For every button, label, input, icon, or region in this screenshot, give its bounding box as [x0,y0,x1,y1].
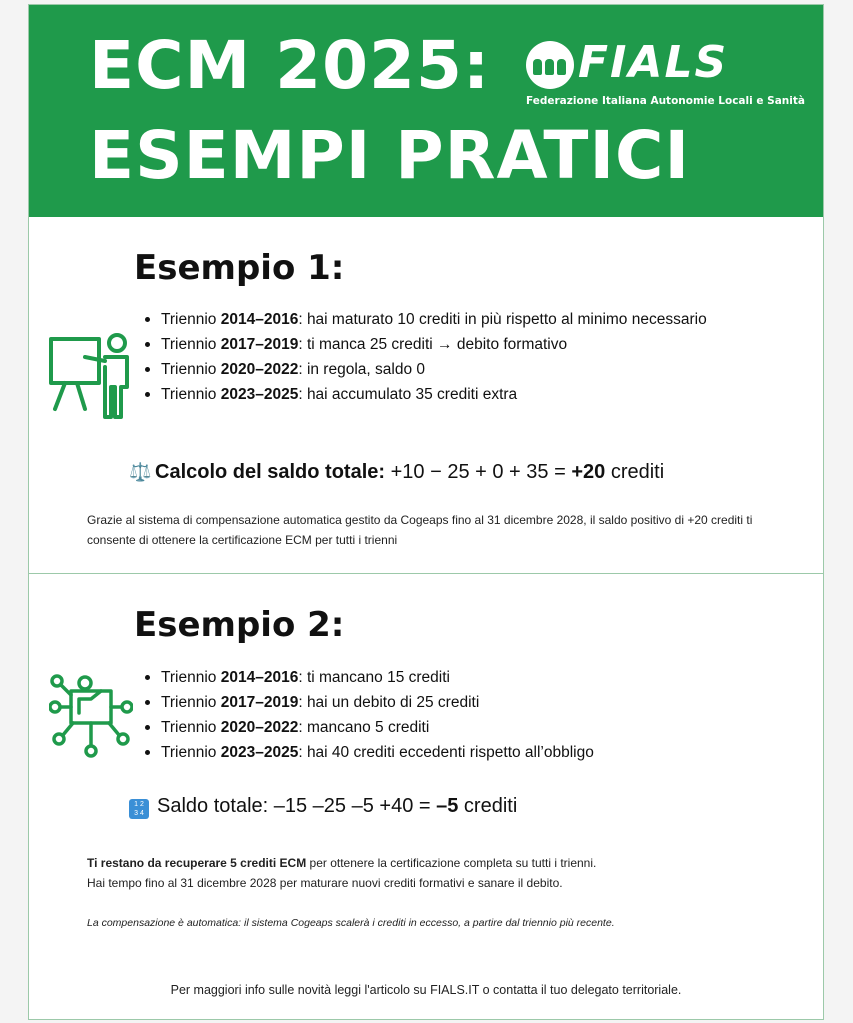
balance-scale-icon: ⚖️ [129,462,152,482]
example1-note: Grazie al sistema di compensazione automatica gestito da Cogeaps fino al 31 dicembre 2028, il saldo positivo di +20 crediti ti consente di ottenere la certificazione ECM per tutti i trienni [87,513,753,547]
example2-calculation: 1 2 3 4 Saldo totale: –15 –25 –5 +40 = –5 crediti [129,795,517,819]
list-item: Triennio 2020–2022: mancano 5 crediti [141,715,741,740]
footer-text: Per maggiori info sulle novità leggi l'articolo su FIALS.IT o contatta il tuo delegato territoriale. [170,983,682,997]
list-item: Triennio 2014–2016: hai maturato 10 crediti in più rispetto al minimo necessario [141,307,741,332]
example1-list [141,307,741,407]
logo-people-icon [526,41,574,89]
list-item: Triennio 2020–2022: in regola, saldo 0 [141,357,741,382]
list-item: Triennio 2023–2025: hai accumulato 35 crediti extra [141,382,741,407]
logo-wordmark: FIALS [578,37,729,88]
example2-list [141,665,741,765]
list-item: Triennio 2023–2025: hai 40 crediti eccedenti rispetto all’obbligo [141,740,741,765]
example1-calculation: ⚖️ Calcolo del saldo totale: +10 − 25 + 0 + 35 = +20 crediti [129,461,665,483]
example2-italic-note: La compensazione è automatica: il sistema Cogeaps scalerà i crediti in eccesso, a partire dal triennio più recente. [87,917,615,929]
example2-note: Ti restano da recuperare 5 crediti ECM per ottenere la certificazione completa su tutti i trienni. Hai tempo fino al 31 dicembre 2028 per maturare nuovi crediti formativi e sanare il debito. [87,856,597,890]
title-line-1: ECM 2025: [89,27,491,104]
list-item: Triennio 2017–2019: hai un debito di 25 crediti [141,690,741,715]
numbers-box-icon: 1 2 3 4 [129,799,149,819]
infographic-card [28,4,824,1020]
title-line-2: ESEMPI PRATICI [89,117,691,194]
example2-title: Esempio 2: [134,605,345,645]
list-item: Triennio 2014–2016: ti mancano 15 crediti [141,665,741,690]
header-banner [29,5,823,217]
logo-subtitle: Federazione Italiana Autonomie Locali e Sanità [526,95,805,107]
network-teacher-icon [49,673,133,759]
fials-logo [526,37,805,111]
calc-label: Calcolo del saldo totale: [155,461,386,483]
section-divider [29,573,823,574]
presentation-teacher-icon [47,331,137,423]
list-item: Triennio 2017–2019: ti manca 25 crediti → debito formativo [141,332,741,357]
example1-title: Esempio 1: [134,248,345,288]
